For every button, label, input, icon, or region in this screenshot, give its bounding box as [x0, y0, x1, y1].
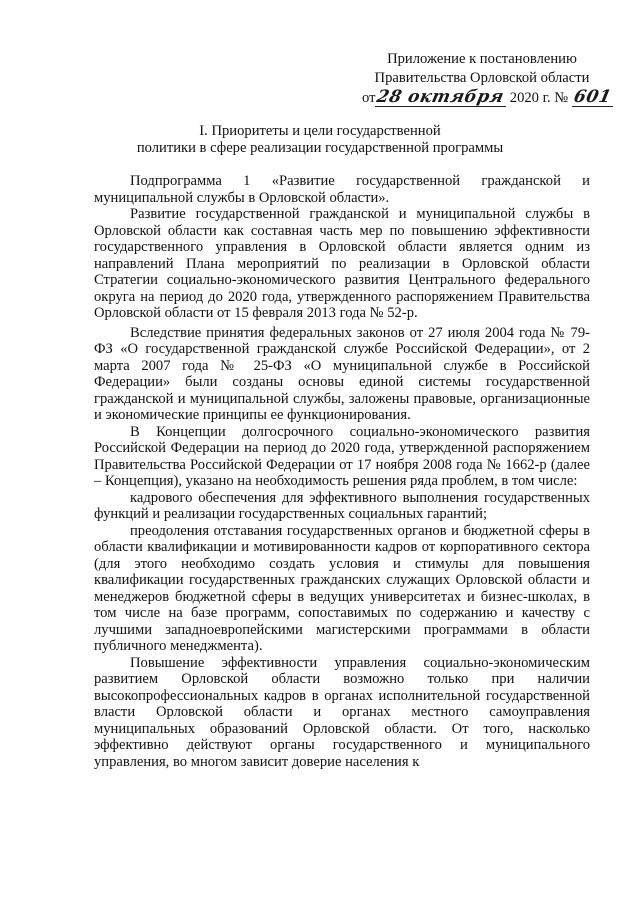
- paragraph: Вследствие принятия федеральных законов от 27 июля 2004 года № 79-ФЗ «О государственной гражданской службе Российской Федерации», от 2 марта 2007 года № 25-ФЗ «О муниципальной службе в Российской Федерации» были созданы основы единой системы государственной гражданской и муниципальной службы, заложены правовые, организационные и экономические принципы ее функционирования.: [94, 324, 590, 423]
- date-prefix: от: [362, 90, 376, 106]
- paragraph: Развитие государственной гражданской и муниципальной службы в Орловской области как составная часть мер по повышению эффективности государственного управления в Орловской области является одним из направлений Плана мероприятий по реализации в Орловской области Стратегии социально-экономического развития Центрального федерального округа на период до 2020 года, утвержденного распоряжением Правительства Орловской области от 15 февраля 2013 года № 52-р.: [94, 206, 590, 321]
- appendix-header: [362, 50, 614, 108]
- section-title-line-1: I. Приоритеты и цели государственной: [199, 123, 441, 139]
- section-title: [100, 123, 540, 157]
- date-suffix: 2020 г. №: [509, 90, 569, 106]
- document-body: [94, 173, 590, 770]
- handwritten-number: 601: [571, 87, 614, 107]
- paragraph: Повышение эффективности управления социально-экономическим развитием Орловской области возможно только при наличии высокопрофессиональных кадров в органах исполнительной государственной власти Орловской области и органах местного самоуправления муниципальных образований Орловской области. От того, насколько эффективно действуют органы государственного и муниципального управления, во многом зависит доверие населения к: [94, 654, 590, 770]
- resolution-date-line: [362, 87, 614, 108]
- paragraph: преодоления отставания государственных органов и бюджетной сферы в области квалификации и мотивированности кадров от корпоративного сектора (для этого необходимо создать условия и стимулы для повышения квалификации государственных гражданских служащих Орловской области и менеджеров бюджетной сферы в ведущих университетах и бизнес-школах, в том числе на базе программ, сопоставимых по содержанию и качеству с лучшими западноевропейскими магистерскими программами в области публичного менеджмента).: [94, 522, 590, 654]
- paragraph: Подпрограмма 1 «Развитие государственной гражданской и муниципальной службы в Орловской области».: [94, 173, 590, 206]
- section-title-line-2: политики в сфере реализации государственной программы: [136, 140, 504, 156]
- appendix-line-2: Правительства Орловской области: [374, 70, 590, 86]
- paragraph: кадрового обеспечения для эффективного выполнения государственных функций и реализации государственных социальных гарантий;: [94, 489, 590, 522]
- paragraph: В Концепции долгосрочного социально-экономического развития Российской Федерации на период до 2020 года, утвержденной распоряжением Правительства Российской Федерации от 17 ноября 2008 года № 1662-р (далее – Концепция), указано на необходимость решения ряда проблем, в том числе:: [94, 423, 590, 489]
- handwritten-date: 28 октября: [375, 87, 507, 107]
- appendix-line-1: Приложение к постановлению: [387, 51, 577, 67]
